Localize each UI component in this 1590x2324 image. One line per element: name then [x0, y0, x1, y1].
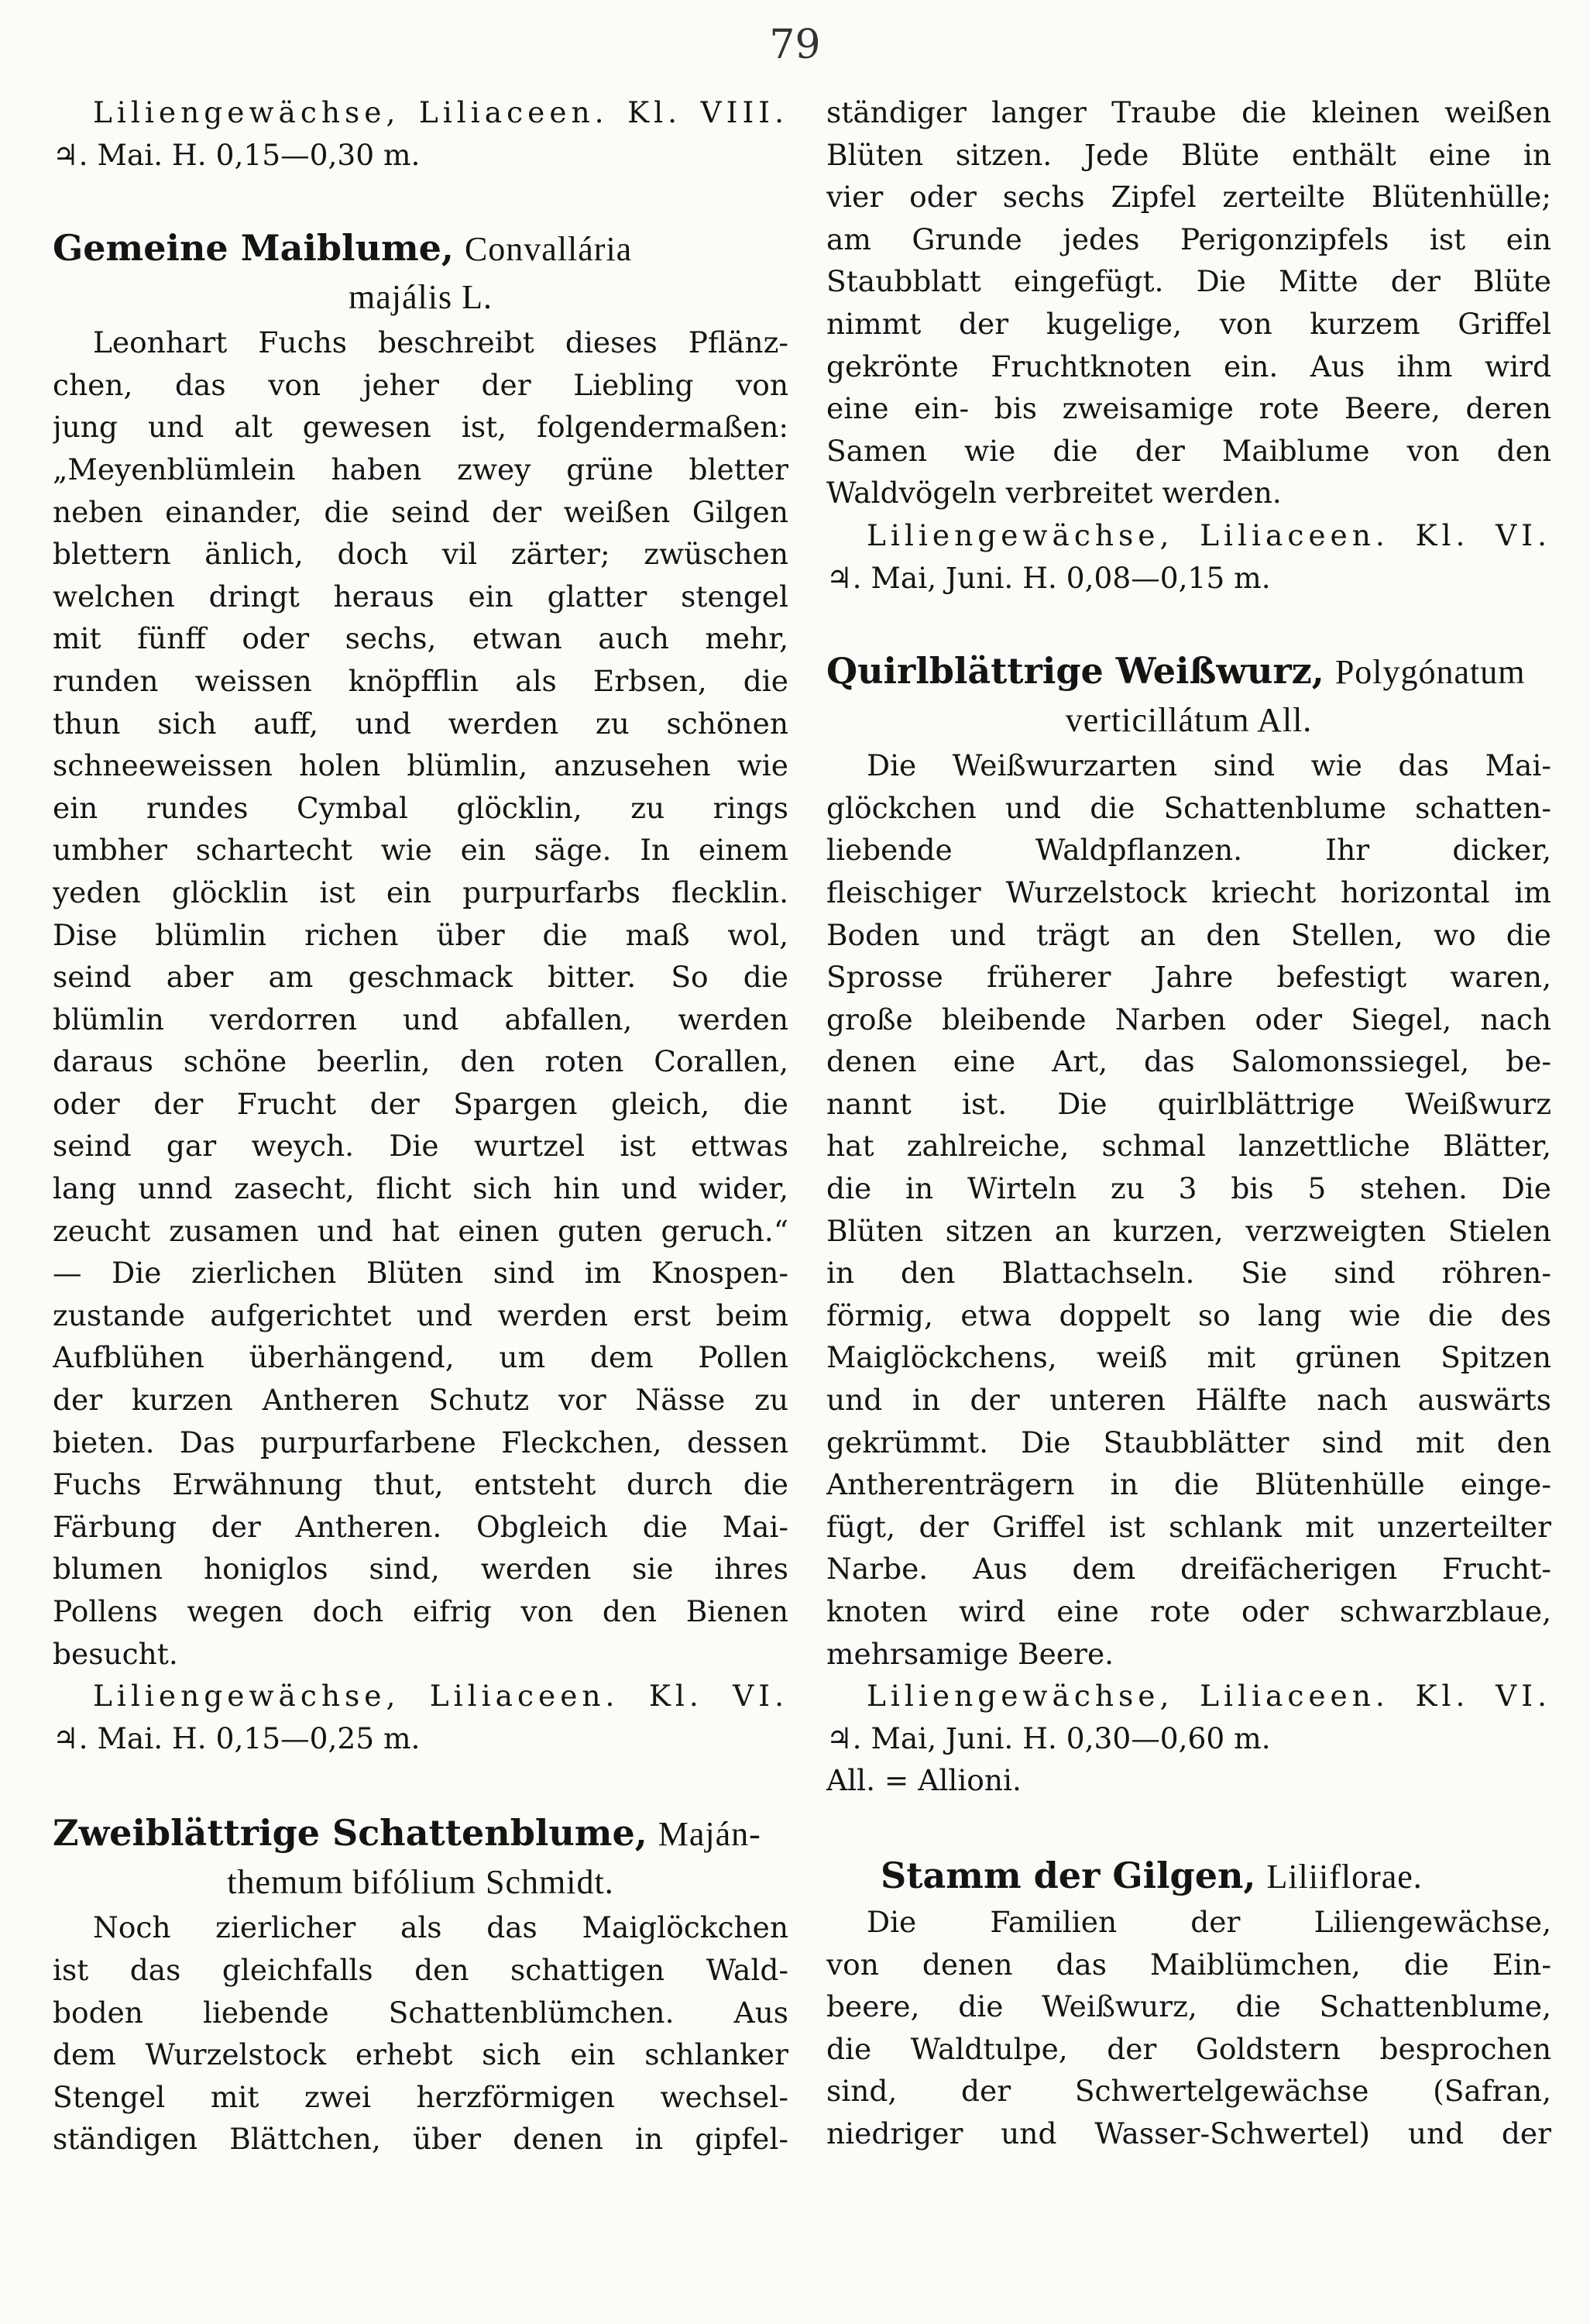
- text-line: Leonhart Fuchs beschreibt dieses Pflänz-: [93, 325, 788, 360]
- text-line: der kurzen Antheren Schutz vor Nässe zu: [53, 1383, 788, 1418]
- text-line: bieten. Das purpurfarbene Fleckchen, dessen: [53, 1425, 788, 1459]
- entry-body: [826, 91, 1551, 514]
- entry-title: Stamm der Gilgen,: [881, 1854, 1256, 1896]
- text-line: mehrsamige Beere.: [826, 1636, 1114, 1671]
- text-line: — Die zierlichen Blüten sind im Knospen-: [53, 1256, 788, 1291]
- text-line: Waldvögeln verbreitet werden.: [826, 476, 1282, 511]
- text-line: in den Blattachseln. Sie sind röhren-: [826, 1256, 1551, 1291]
- text-line: blumen honiglos sind, werden sie ihres: [53, 1552, 788, 1587]
- text-line: die Waldtulpe, der Goldstern besprochen: [826, 2031, 1551, 2066]
- text-line: Narbe. Aus dem dreifächerigen Frucht-: [826, 1552, 1551, 1587]
- entry-latin-cont: majális L.: [349, 278, 493, 317]
- text-line: runden weissen knöpfflin als Erbsen, die: [53, 663, 788, 698]
- text-line: ist das gleichfalls den schattigen Wald-: [53, 1952, 788, 1987]
- text-line: und in der unteren Hälfte nach auswärts: [826, 1383, 1551, 1418]
- entry-heading: [826, 647, 1551, 696]
- entry-latin-cont: verticillátum All.: [1065, 701, 1313, 740]
- entry-heading: [53, 224, 788, 273]
- text-line: Maiglöckchens, weiß mit grünen Spitzen: [826, 1340, 1551, 1375]
- entry-heading: [826, 1851, 1551, 1901]
- text-line: gekrümmt. Die Staubblätter sind mit den: [826, 1425, 1551, 1459]
- entry-latin: Liliiflorae.: [1266, 1857, 1423, 1896]
- page-number: 79: [769, 22, 821, 68]
- text-line: blettern änlich, doch vil zärter; zwüschen: [53, 537, 788, 572]
- text-line: mit fünff oder sechs, etwan auch mehr,: [53, 621, 788, 656]
- text-line: Stengel mit zwei herzförmigen wechsel-: [53, 2079, 788, 2114]
- entry-latin: Convallária: [464, 230, 633, 269]
- left-column: [53, 91, 788, 2161]
- text-line: zeucht zusamen und hat einen guten geruch.“: [53, 1213, 788, 1248]
- data-line: ♃. Mai. H. 0,15—0,30 m.: [53, 137, 421, 172]
- family-line: Liliengewächse, Liliaceen. Kl. VI.: [867, 1679, 1551, 1714]
- text-line: nimmt der kugelige, von kurzem Griffel: [826, 306, 1551, 341]
- text-line: gekrönte Fruchtknoten ein. Aus ihm wird: [826, 349, 1551, 383]
- text-line: sind, der Schwertelgewächse (Safran,: [826, 2074, 1551, 2109]
- data-line: ♃. Mai. H. 0,15—0,25 m.: [53, 1721, 421, 1755]
- text-line: ständiger langer Traube die kleinen weißen: [826, 95, 1551, 129]
- entry-body: [826, 744, 1551, 1675]
- entry-body: [53, 321, 788, 1675]
- text-line: welchen dringt heraus ein glatter stengel: [53, 579, 788, 614]
- text-line: Boden und trägt an den Stellen, wo die: [826, 917, 1551, 952]
- text-line: Staubblatt eingefügt. Die Mitte der Blüte: [826, 264, 1551, 299]
- text-line: hat zahlreiche, schmal lanzettliche Blätter,: [826, 1129, 1551, 1164]
- data-line: ♃. Mai, Juni. H. 0,08—0,15 m.: [826, 560, 1271, 595]
- text-line: besucht.: [53, 1636, 178, 1671]
- text-line: liebende Waldpflanzen. Ihr dicker,: [826, 833, 1551, 868]
- text-line: yeden glöcklin ist ein purpurfarbs flecklin.: [53, 875, 788, 909]
- text-line: jung und alt gewesen ist, folgendermaßen:: [53, 410, 788, 445]
- text-line: daraus schöne beerlin, den roten Corallen,: [53, 1044, 788, 1079]
- text-line: die in Wirteln zu 3 bis 5 stehen. Die: [826, 1171, 1551, 1206]
- family-line: Liliengewächse, Liliaceen. Kl. VI.: [867, 517, 1551, 552]
- text-line: Dise blümlin richen über die maß wol,: [53, 917, 788, 952]
- entry-title: Zweiblättrige Schattenblume,: [53, 1812, 647, 1855]
- entry-title: Gemeine Maiblume,: [53, 227, 454, 270]
- text-line: Die Weißwurzarten sind wie das Mai-: [867, 748, 1551, 783]
- text-line: thun sich auff, und werden zu schönen: [53, 706, 788, 741]
- text-line: lang unnd zasecht, flicht sich hin und wider,: [53, 1171, 788, 1206]
- text-line: Noch zierlicher als das Maiglöckchen: [93, 1910, 788, 1945]
- text-line: niedriger und Wasser-Schwertel) und der: [826, 2116, 1551, 2150]
- text-line: Aufblühen überhängend, um dem Pollen: [53, 1340, 788, 1375]
- abbreviation-note: All. = Allioni.: [826, 1763, 1022, 1798]
- entry-latin: Maján-: [658, 1815, 761, 1854]
- text-line: denen eine Art, das Salomonssiegel, be-: [826, 1044, 1551, 1079]
- text-line: dem Wurzelstock erhebt sich ein schlanker: [53, 2037, 788, 2072]
- text-line: förmig, etwa doppelt so lang wie die des: [826, 1298, 1551, 1332]
- text-line: nannt ist. Die quirlblättrige Weißwurz: [826, 1086, 1551, 1121]
- text-line: Pollens wegen doch eifrig von den Bienen: [53, 1594, 788, 1628]
- family-line: Liliengewächse, Liliaceen. Kl. VI.: [93, 1679, 788, 1714]
- text-line: ständigen Blättchen, über denen in gipfel-: [53, 2122, 788, 2157]
- entry-body: [53, 1906, 788, 2161]
- text-line: boden liebende Schattenblümchen. Aus: [53, 1995, 788, 2030]
- text-line: ein rundes Cymbal glöcklin, zu rings: [53, 790, 788, 825]
- text-line: blümlin verdorren und abfallen, werden: [53, 1002, 788, 1037]
- entry-latin-cont: themum bifólium Schmidt.: [227, 1863, 614, 1902]
- text-line: große bleibende Narben oder Siegel, nach: [826, 1002, 1551, 1037]
- text-line: seind aber am geschmack bitter. So die: [53, 960, 788, 995]
- text-line: schneeweissen holen blümlin, anzusehen wie: [53, 748, 788, 783]
- text-line: Sprosse früherer Jahre befestigt waren,: [826, 960, 1551, 995]
- entry-latin: Polygónatum: [1334, 653, 1526, 692]
- text-line: von denen das Maiblümchen, die Ein-: [826, 1947, 1551, 1982]
- text-line: „Meyenblümlein haben zwey grüne bletter: [53, 452, 788, 486]
- text-line: glöckchen und die Schattenblume schatten-: [826, 790, 1551, 825]
- text-line: fleischiger Wurzelstock kriecht horizontal im: [826, 875, 1551, 909]
- text-line: oder der Frucht der Spargen gleich, die: [53, 1086, 788, 1121]
- text-line: Samen wie die der Maiblume von den: [826, 433, 1551, 468]
- entry-heading: [53, 1809, 788, 1858]
- text-line: am Grunde jedes Perigonzipfels ist ein: [826, 222, 1551, 256]
- data-line: ♃. Mai, Juni. H. 0,30—0,60 m.: [826, 1721, 1271, 1755]
- family-line: Liliengewächse, Liliaceen. Kl. VIII.: [93, 95, 788, 129]
- text-line: Blüten sitzen. Jede Blüte enthält eine in: [826, 137, 1551, 172]
- text-line: zustande aufgerichtet und werden erst beim: [53, 1298, 788, 1332]
- text-line: Antherenträgern in die Blütenhülle einge-: [826, 1467, 1551, 1502]
- text-line: Fuchs Erwähnung thut, entsteht durch die: [53, 1467, 788, 1502]
- text-line: Blüten sitzen an kurzen, verzweigten Stielen: [826, 1213, 1551, 1248]
- text-line: knoten wird eine rote oder schwarzblaue,: [826, 1594, 1551, 1628]
- text-line: vier oder sechs Zipfel zerteilte Blütenhülle;: [826, 180, 1551, 215]
- text-line: umbher schartecht wie ein säge. In einem: [53, 833, 788, 868]
- entry-title: Quirlblättrige Weißwurz,: [826, 650, 1324, 693]
- text-line: eine ein- bis zweisamige rote Beere, deren: [826, 391, 1551, 426]
- text-line: Färbung der Antheren. Obgleich die Mai-: [53, 1509, 788, 1544]
- text-line: neben einander, die seind der weißen Gilgen: [53, 494, 788, 529]
- text-line: fügt, der Griffel ist schlank mit unzerteilter: [826, 1509, 1551, 1544]
- text-line: beere, die Weißwurz, die Schattenblume,: [826, 1989, 1551, 2024]
- entry-body: [826, 1901, 1551, 2155]
- text-line: seind gar weych. Die wurtzel ist ettwas: [53, 1129, 788, 1164]
- text-line: chen, das von jeher der Liebling von: [53, 367, 788, 402]
- right-column: [826, 91, 1551, 2155]
- text-line: Die Familien der Liliengewächse,: [867, 1904, 1551, 1939]
